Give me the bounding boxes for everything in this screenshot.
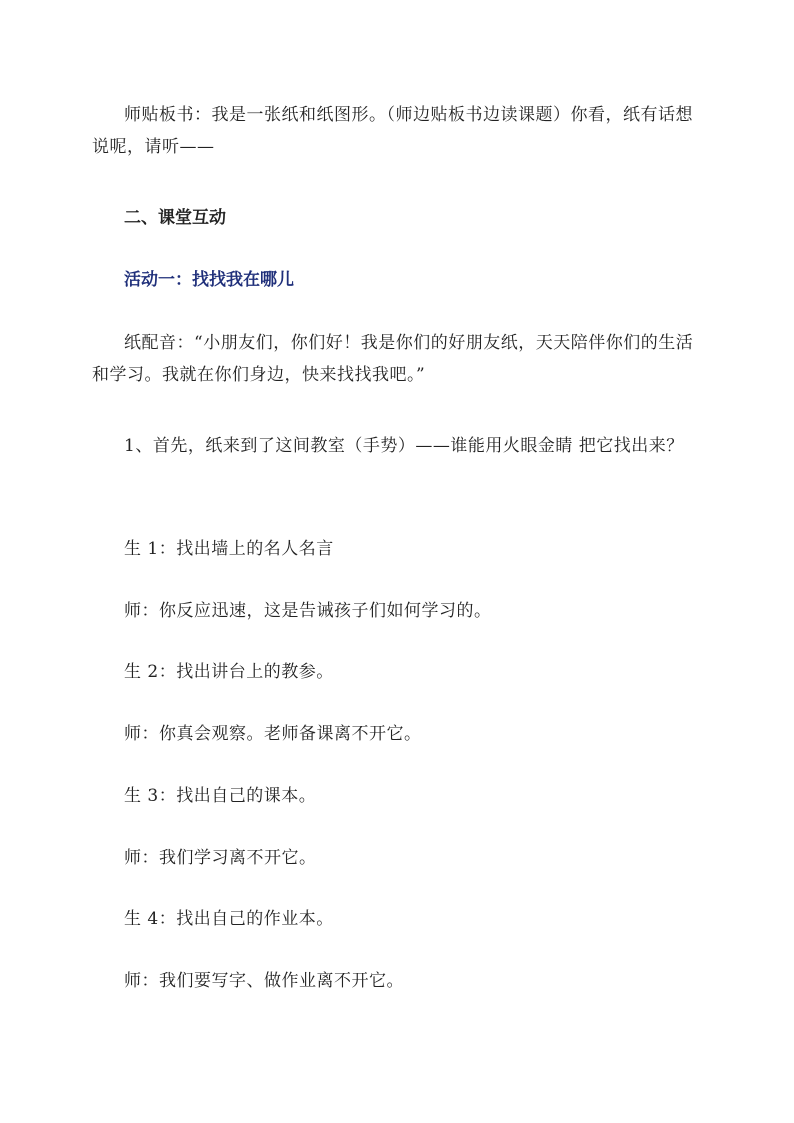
dialogue-line: 生 1：找出墙上的名人名言 bbox=[124, 539, 334, 559]
dialogue-line: 师：我们要写字、做作业离不开它。 bbox=[124, 971, 404, 991]
dialogue-line: 生 3：找出自己的课本。 bbox=[124, 786, 317, 806]
paragraph-step-one: 1、首先，纸来到了这间教室（手势）——谁能用火眼金睛 把它找出来？ bbox=[124, 436, 684, 456]
dialogue-line: 生 4：找出自己的作业本。 bbox=[124, 909, 334, 929]
dialogue-line: 师：你反应迅速，这是告诫孩子们如何学习的。 bbox=[124, 601, 492, 621]
activity-heading-find-me: 活动一：找找我在哪儿 bbox=[124, 270, 294, 290]
paragraph-board-writing: 师贴板书：我是一张纸和纸图形。（师边贴板书边读课题）你看，纸有话想说呢，请听—— bbox=[92, 105, 693, 157]
dialogue-line: 生 2：找出讲台上的教参。 bbox=[124, 662, 334, 682]
section-heading-classroom-interaction: 二、课堂互动 bbox=[124, 208, 226, 228]
dialogue-line: 师：你真会观察。老师备课离不开它。 bbox=[124, 724, 422, 744]
paragraph-paper-voiceover: 纸配音：“小朋友们，你们好！我是你们的好朋友纸，天天陪伴你们的生活和学习。我就在你们身边，快来找找我吧。” bbox=[92, 333, 694, 385]
dialogue-line: 师：我们学习离不开它。 bbox=[124, 848, 317, 868]
